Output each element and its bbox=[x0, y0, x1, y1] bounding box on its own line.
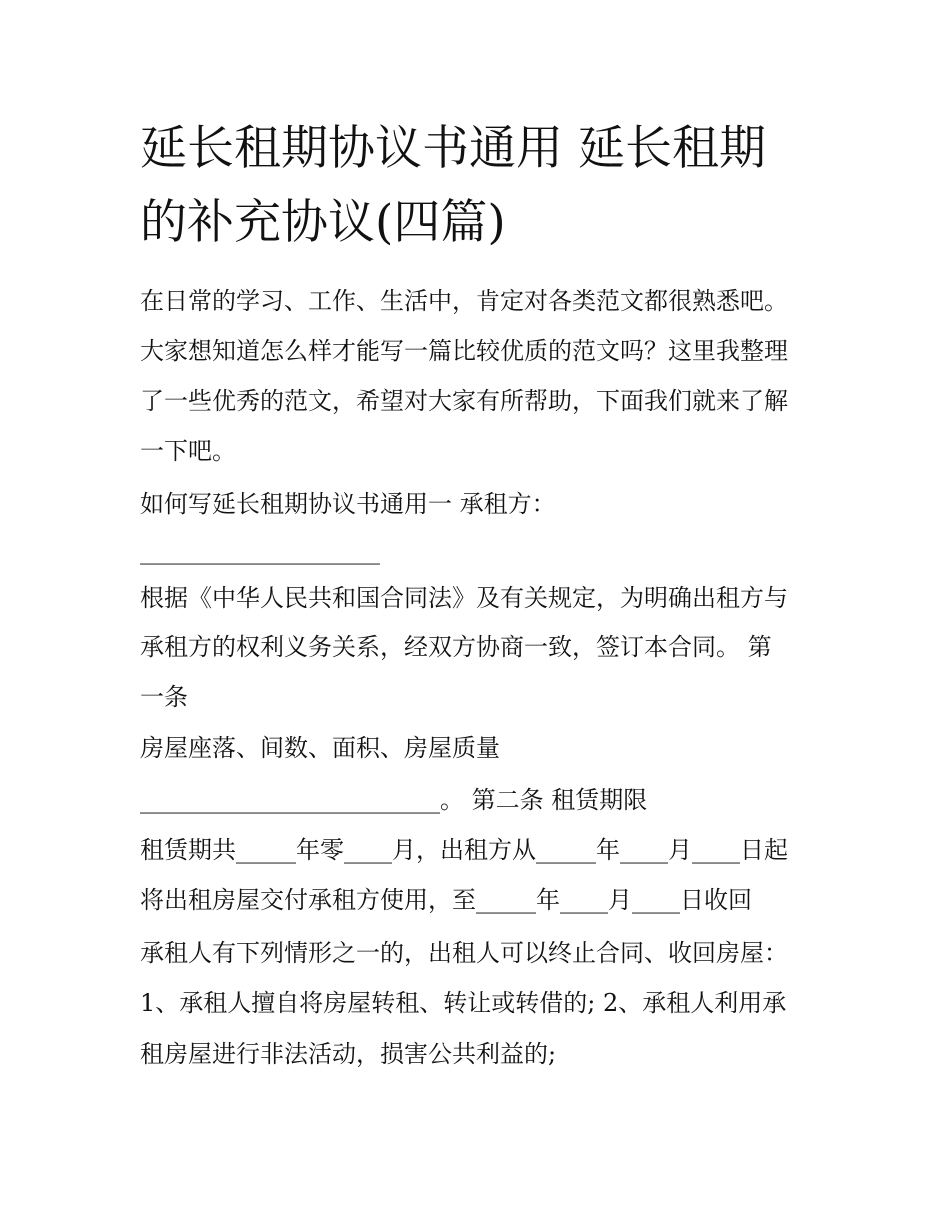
body-line-2: 大家想知道怎么样才能写一篇比较优质的范文吗？这里我整理 bbox=[140, 337, 788, 365]
body-line-6: ____________________ bbox=[140, 537, 380, 565]
body-line-1: 在日常的学习、工作、生活中，肯定对各类范文都很熟悉吧。 bbox=[140, 287, 788, 315]
body-line-7: 根据《中华人民共和国合同法》及有关规定，为明确出租方与 bbox=[140, 584, 788, 612]
body-line-16: 租房屋进行非法活动，损害公共利益的; bbox=[140, 1040, 557, 1068]
body-line-13: 将出租房屋交付承租方使用，至_____年____月____日收回 bbox=[140, 886, 752, 914]
body-line-11: _________________________。 第二条 租赁期限 bbox=[140, 786, 648, 814]
document-title bbox=[140, 112, 820, 260]
body-line-12: 租赁期共_____年零____月，出租方从_____年____月____日起 bbox=[140, 836, 788, 864]
body-line-10: 房屋座落、间数、面积、房屋质量 bbox=[140, 734, 500, 762]
body-line-4: 一下吧。 bbox=[140, 437, 236, 465]
body-line-8: 承租方的权利义务关系，经双方协商一致，签订本合同。 第 bbox=[140, 633, 772, 661]
title-line-1: 延长租期协议书通用 延长租期 bbox=[140, 121, 766, 176]
body-line-5: 如何写延长租期协议书通用一 承租方： bbox=[140, 490, 556, 518]
body-line-14: 承租人有下列情形之一的，出租人可以终止合同、收回房屋： bbox=[140, 939, 788, 967]
body-line-15: 1、承租人擅自将房屋转租、转让或转借的; 2、承租人利用承 bbox=[140, 989, 787, 1017]
title-line-2: 的补充协议(四篇) bbox=[140, 195, 506, 250]
body-line-9: 一条 bbox=[140, 683, 188, 711]
body-line-3: 了一些优秀的范文，希望对大家有所帮助，下面我们就来了解 bbox=[140, 387, 788, 415]
